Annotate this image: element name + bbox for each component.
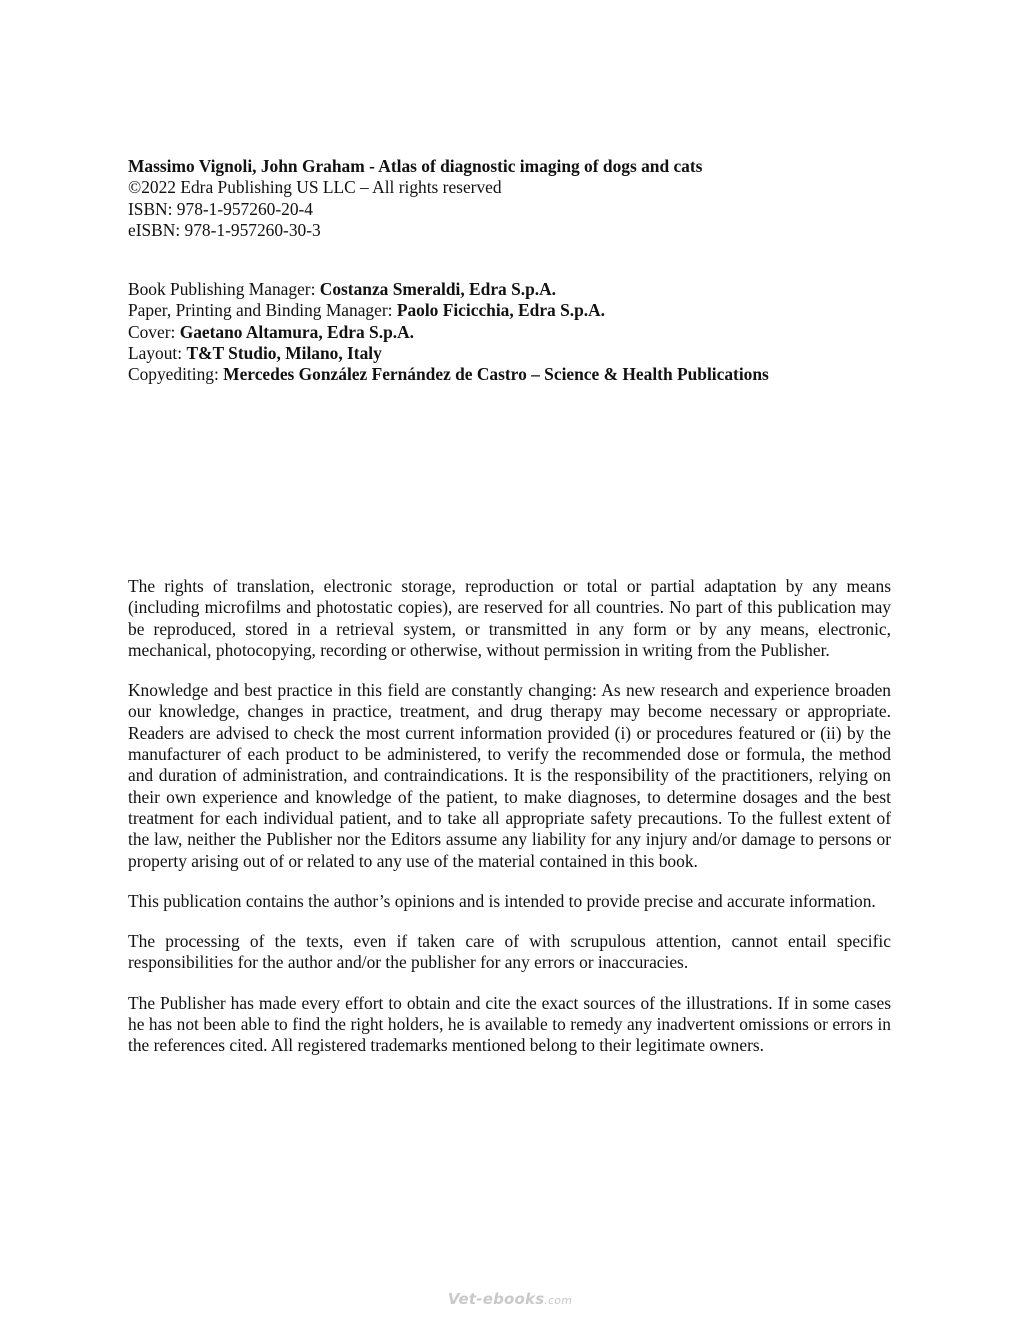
credit-role: Paper, Printing and Binding Manager: bbox=[128, 300, 397, 321]
credit-role: Book Publishing Manager: bbox=[128, 279, 320, 299]
credit-publishing-manager bbox=[128, 279, 891, 300]
credit-cover bbox=[128, 322, 891, 343]
credit-role: Copyediting: bbox=[128, 364, 224, 385]
credit-name: Gaetano Altamura, Edra S.p.A. bbox=[179, 321, 414, 342]
copyright-line: ©2022 Edra Publishing US LLC – All rights reserved bbox=[128, 177, 502, 198]
sources-paragraph: The Publisher has made every effort to obtain and cite the exact sources of the illustrations. If in some cases he has not been able to find the right holders, he is available to remedy any inadvertent omissions or errors in the references cited. All registered trademarks mentioned belong to their legitimate owners. bbox=[128, 992, 891, 1056]
knowledge-paragraph: Knowledge and best practice in this field are constantly changing: As new research and experience broaden our knowledge, changes in practice, treatment, and drug therapy may become necessary or appropriate. Readers are advised to check the most current information provided (i) or procedures featured or (ii) by the manufacturer of each product to be administered, to verify the recommended dose or formula, the method and duration of administration, and contraindications. It is the responsibility of the practitioners, relying on their own experience and knowledge of the patient, to make diagnoses, to determine dosages and the best treatment for each individual patient, and to take all appropriate safety precautions. To the fullest extent of the law, neither the Publisher nor the Editors assume any liability for any injury and/or damage to persons or property arising out of or related to any use of the material contained in this book. bbox=[128, 680, 891, 871]
book-title: Massimo Vignoli, John Graham - Atlas of diagnostic imaging of dogs and cats bbox=[128, 156, 703, 176]
processing-paragraph: The processing of the texts, even if taken care of with scrupulous attention, cannot entail specific responsibilities for the author and/or the publisher for any errors or inaccuracies. bbox=[128, 931, 891, 973]
imprint-block bbox=[128, 156, 891, 241]
credit-role: Cover: bbox=[128, 321, 180, 342]
watermark-logo bbox=[0, 1290, 1020, 1308]
isbn-line: ISBN: 978-1-957260-20-4 bbox=[128, 198, 314, 219]
opinions-paragraph: This publication contains the author’s opinions and is intended to provide precise and accurate information. bbox=[128, 890, 876, 911]
watermark-tld: .com bbox=[544, 1294, 573, 1307]
credit-copyediting bbox=[128, 364, 891, 385]
credit-layout bbox=[128, 343, 891, 364]
legal-notice bbox=[128, 576, 891, 1076]
eisbn-line: eISBN: 978-1-957260-30-3 bbox=[128, 219, 321, 240]
credit-name: T&T Studio, Milano, Italy bbox=[186, 342, 382, 363]
credit-name: Costanza Smeraldi, Edra S.p.A. bbox=[319, 279, 557, 299]
rights-paragraph: The rights of translation, electronic storage, reproduction or total or partial adaptation by any means (including microfilms and photostatic copies), are reserved for all countries. No part of this publication may be reproduced, stored in a retrieval system, or transmitted in any form or by any means, electronic, mechanical, photocopying, recording or otherwise, without permission in writing from the Publisher. bbox=[128, 576, 891, 660]
credit-printing-manager bbox=[128, 300, 891, 321]
credit-name: Mercedes González Fernández de Castro – Science & Health Publications bbox=[223, 364, 769, 385]
credit-name: Paolo Ficicchia, Edra S.p.A. bbox=[396, 300, 606, 321]
credit-role: Layout: bbox=[128, 342, 187, 363]
credits-block bbox=[128, 279, 891, 385]
watermark-name: Vet-ebooks bbox=[447, 1290, 545, 1308]
